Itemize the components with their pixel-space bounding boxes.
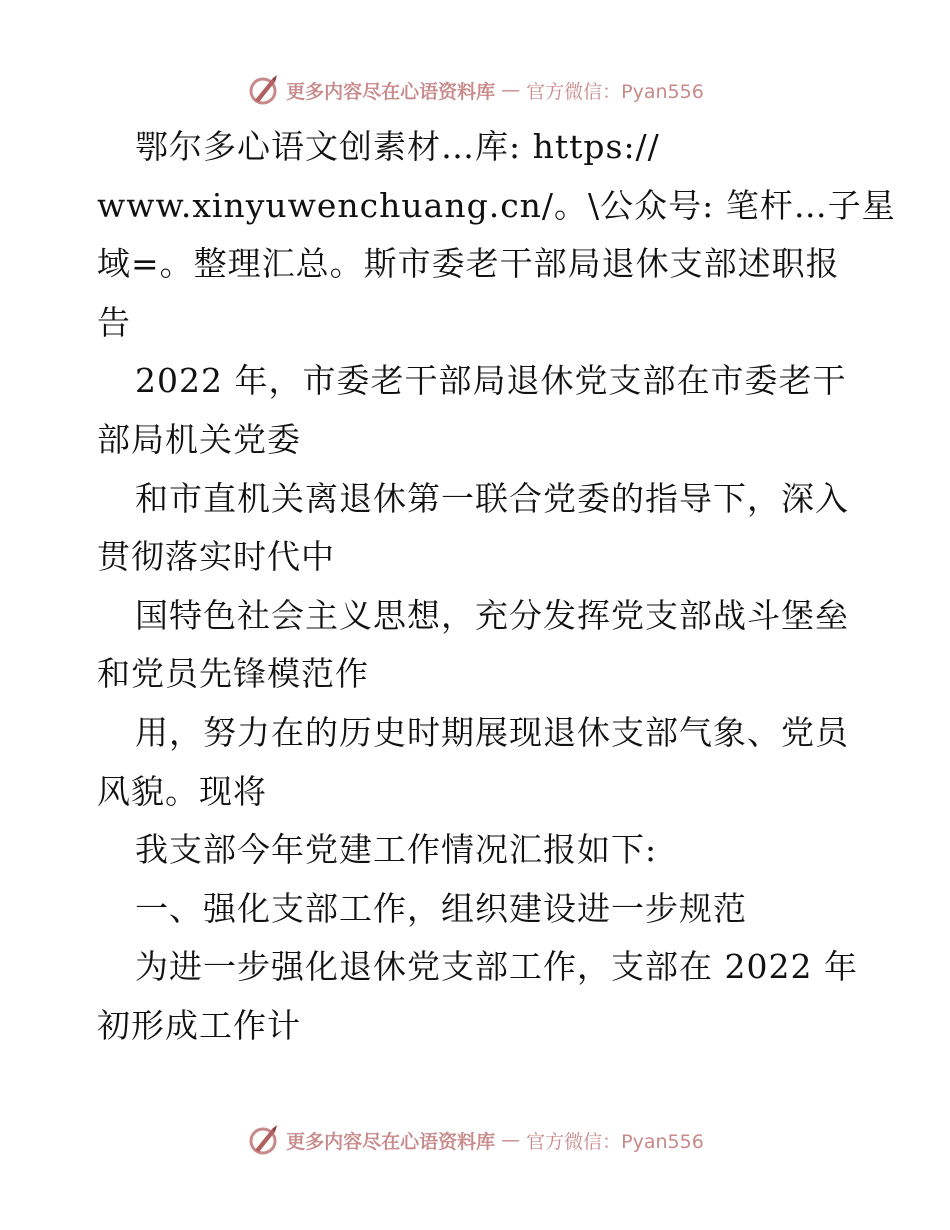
footer-banner-dash: —: [501, 1129, 521, 1151]
header-banner-dash: —: [501, 79, 521, 101]
quill-pen-circle-icon: [246, 1123, 280, 1157]
doc-line-9: 国特色社会主义思想，充分发挥党支部战斗堡垒: [135, 595, 849, 635]
footer-banner-wechat-text: 官方微信：Pyan556: [526, 1130, 704, 1153]
doc-line-4: 告: [97, 302, 131, 342]
footer-watermark-banner: [0, 1120, 950, 1160]
doc-line-3: 域=。整理汇总。斯市委老干部局退休支部述职报: [97, 244, 840, 284]
footer-banner-main-text: 更多内容尽在心语资料库: [286, 1130, 496, 1153]
doc-line-8: 贯彻落实时代中: [97, 537, 335, 577]
document-body: [97, 118, 896, 1056]
doc-line-7: 和市直机关离退休第一联合党委的指导下，深入: [135, 478, 849, 518]
doc-line-14: 一、强化支部工作，组织建设进一步规范: [135, 888, 747, 928]
doc-line-1: 鄂尔多心语文创素材…库: https://: [135, 127, 660, 166]
doc-line-11: 用，努力在的历史时期展现退休支部气象、党员: [135, 712, 849, 752]
doc-line-6: 部局机关党委: [97, 419, 301, 459]
header-watermark-banner: [0, 70, 950, 110]
doc-line-12: 风貌。现将: [97, 771, 267, 811]
doc-line-5: 2022 年，市委老干部局退休党支部在市委老干: [135, 361, 847, 401]
doc-line-15: 为进一步强化退休党支部工作，支部在 2022 年: [135, 947, 858, 987]
header-banner-main-text: 更多内容尽在心语资料库: [286, 80, 496, 103]
doc-line-2: www.xinyuwenchuang.cn/。\公众号: 笔杆…子星: [97, 185, 896, 225]
header-banner-wechat-text: 官方微信：Pyan556: [526, 80, 704, 103]
doc-line-13: 我支部今年党建工作情况汇报如下:: [135, 830, 658, 870]
doc-line-10: 和党员先锋模范作: [97, 654, 369, 694]
quill-pen-circle-icon: [246, 73, 280, 107]
doc-line-16: 初形成工作计: [97, 1005, 301, 1045]
